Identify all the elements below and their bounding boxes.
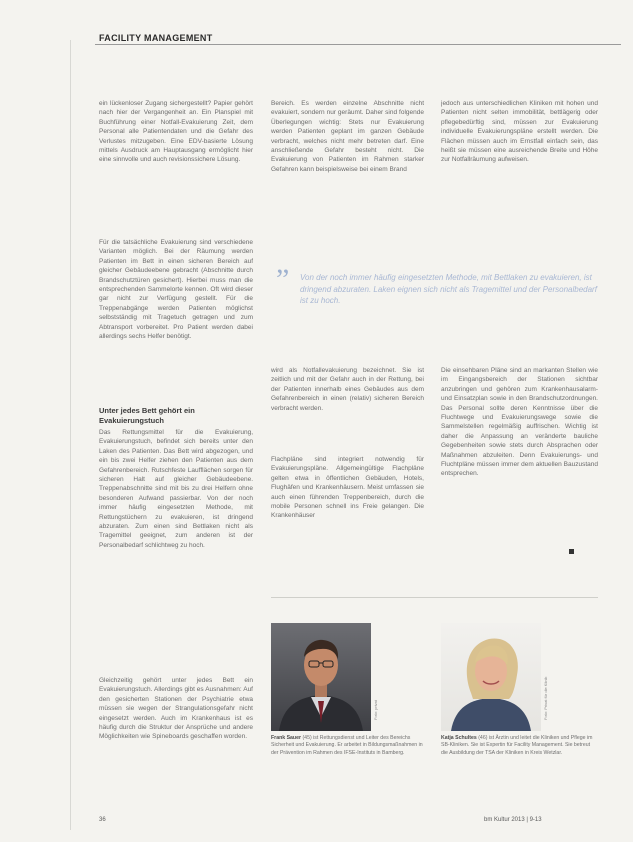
- col1-paragraph-3: Das Rettungsmittel für die Evakuierung, Evakuierungstuch, befindet sich bereits unter den Laken des Patienten. Das Bett wird abgezogen, und ein bis zwei Helfer ziehen den Patienten aus dem Gefahrenbereich. Rutschfeste Laufflächen sorgen für sicheren Halt auf gleicher Gebäudeebene. Treppenabschnitte sind mit bis zu drei Helfern ohne besonderen Aufwand passierbar. Von der noch immer häufig eingesetzten Methode, mit Rettungstüchern zu evakuieren, ist dringend abzuraten. Zum einen sind Bettlaken nicht als Tragemittel geeignet, zum anderen ist der Personalbedarf schlichtweg zu hoch.: [99, 429, 253, 549]
- quote-mark-icon: ”: [276, 263, 290, 296]
- photo-credit-2: Foto: Privat für die Klinik: [543, 676, 548, 720]
- col3-paragraph-2: Die einsehbaren Pläne sind an markanten Stellen wie im Eingangsbereich der Stationen sichtbar anzubringen und gehören zum Krankenhausalarm- und Einsatzplan sowie in den Brandschutzordnungen. Das Personal sollte deren Kenntnisse über die Fluchtwege und Evakuierungswege sowie die Sammelstellen regelmäßig auffrischen. Wichtig ist daher die Anpassung an veränderte bauliche Gegebenheiten sowie stets durch Absprachen oder Maßnahmen abzuleiten. Denn Evakuierungs- und Fluchtpläne müssen immer dem aktuellen Bauzustand entsprechen.: [441, 367, 598, 478]
- author-bio-1: (45) ist Rettungsdienst und Leiter des Bereichs Sicherheit und Evakuierung. Er arbeitet in Bildungsmaßnahmen in der Prävention im Rahmen des IFSE-Instituts in Bamberg.: [271, 735, 423, 756]
- author-name-2: Katja Schultes: [441, 735, 477, 741]
- footer-publication: bm Kultur 2013 | 9-13: [484, 817, 542, 823]
- header-rule: [95, 44, 621, 45]
- photo-credit-1: Foto: privat: [373, 699, 378, 720]
- col1-paragraph-4: Gleichzeitig gehört unter jedes Bett ein Evakuierungstuch. Allerdings gibt es Ausnahmen: Auf den gesicherten Stationen der Psychiatrie etwa müssen sie wegen der Strangulationsgefahr nicht eingesetzt werden. Auch im Krankenhaus ist es häufig durch die Struktur der Ansprüche und andere Möglichkeiten wie Spineboards geschaffen worden.: [99, 677, 253, 741]
- author-divider: [271, 597, 598, 598]
- col2-paragraph-3: Flachpläne sind integriert notwendig für Evakuierungspläne. Allgemeingültige Flachpläne gelten etwa in öffentlichen Gebäuden, Hotels, Flughäfen und Krankenhäusern. Meist umfassen sie auch einen führenden Treppenbereich, durch die mobile Personen schnell ins Freie gelangen. Die Krankenhäuser: [271, 456, 424, 520]
- page-number: 36: [99, 817, 106, 823]
- author-name-1: Frank Sauer: [271, 735, 301, 741]
- col1-subheading: Unter jedes Bett gehört ein Evakuierungstuch: [99, 406, 195, 425]
- pull-quote: Von der noch immer häufig eingesetzten Methode, mit Bettlaken zu evakuieren, ist dringend abzuraten. Laken eignen sich nicht als Tragemittel und der Personalbedarf ist zu hoch.: [300, 273, 597, 305]
- author-photo-frank-sauer: [271, 623, 371, 731]
- col3-paragraph-1: jedoch aus unterschiedlichen Kliniken mit hohen und Patienten nicht selten immobilität, bettlägerig oder pflegebedürftig sind, müssen zur Evakuierung individuelle Evakuierungspläne erstellt werden. Die Flächen müssen auch im Ernstfall einfach sein, das heißt sie müssen eine ausreichende Breite und Höhe zur Notfallräumung aufweisen.: [441, 100, 598, 164]
- col2-paragraph-2: wird als Notfallevakuierung bezeichnet. Sie ist zeitlich und mit der Gefahr auch in der Rettung, bei der Patienten innerhalb eines Gebäudes aus dem Gefahrenbereich in einen (relativ) sicheren Bereich verbracht werden.: [271, 367, 424, 412]
- section-header: FACILITY MANAGEMENT: [99, 33, 213, 43]
- author-caption-2: [441, 735, 598, 757]
- page-gutter-line: [70, 40, 71, 830]
- article-end-mark: [569, 549, 574, 554]
- author-bio-2: (46) ist Ärztin und leitet die Kliniken und Pflege im SB-Kliniken. Sie ist Expertin für Facility Management. Sie betreut die Ausbildung der TSA der Kliniken in Kreis Wetzlar.: [441, 735, 593, 756]
- author-photo-katja-schultes: [441, 623, 541, 731]
- col1-paragraph-2: Für die tatsächliche Evakuierung sind verschiedene Varianten möglich. Bei der Räumung werden Patienten im Bett in einen sicheren Bereich auf gleicher Gebäudeebene gebracht (Abschnitte durch Brandschutztüren gesichert). Hierbei muss man die entsprechenden Sammelorte kennen. Oft wird dieser gar nicht zur Verfügung gestellt. Für die Treppenabgänge werden Patienten möglichst selbstständig mit Tragetuch getragen und zum Abtransport vorbereitet. Pro Patient werden dabei allerdings sechs Helfer benötigt.: [99, 239, 253, 341]
- col2-paragraph-1: Bereich. Es werden einzelne Abschnitte nicht evakuiert, sondern nur geräumt. Daher sind folgende Überlegungen wichtig: Stets nur Evakuierung werden Patienten geplant im ganzen Gebäude verbracht, welches nicht mehr betreten darf. Eine anschließende Gefahr besteht nicht. Die Evakuierung von Patienten im Rahmen starker Gefahren kann beispielsweise bei einem Brand: [271, 100, 424, 173]
- col1-paragraph-1: ein lückenloser Zugang sichergestellt? Papier gehört nach hier der Vergangenheit an. Ein Planspiel mit Buchführung einer Notfall-Evakuierung Zeit, dem Personal alle Patientendaten und die Gefahr des Verlustes mitzugeben. Eine EDV-basierte Lösung mittels Ausdruck am Hauptausgang ermöglicht hier eine sinnvolle und auch revisionssichere Lösung.: [99, 100, 253, 164]
- author-caption-1: [271, 735, 426, 757]
